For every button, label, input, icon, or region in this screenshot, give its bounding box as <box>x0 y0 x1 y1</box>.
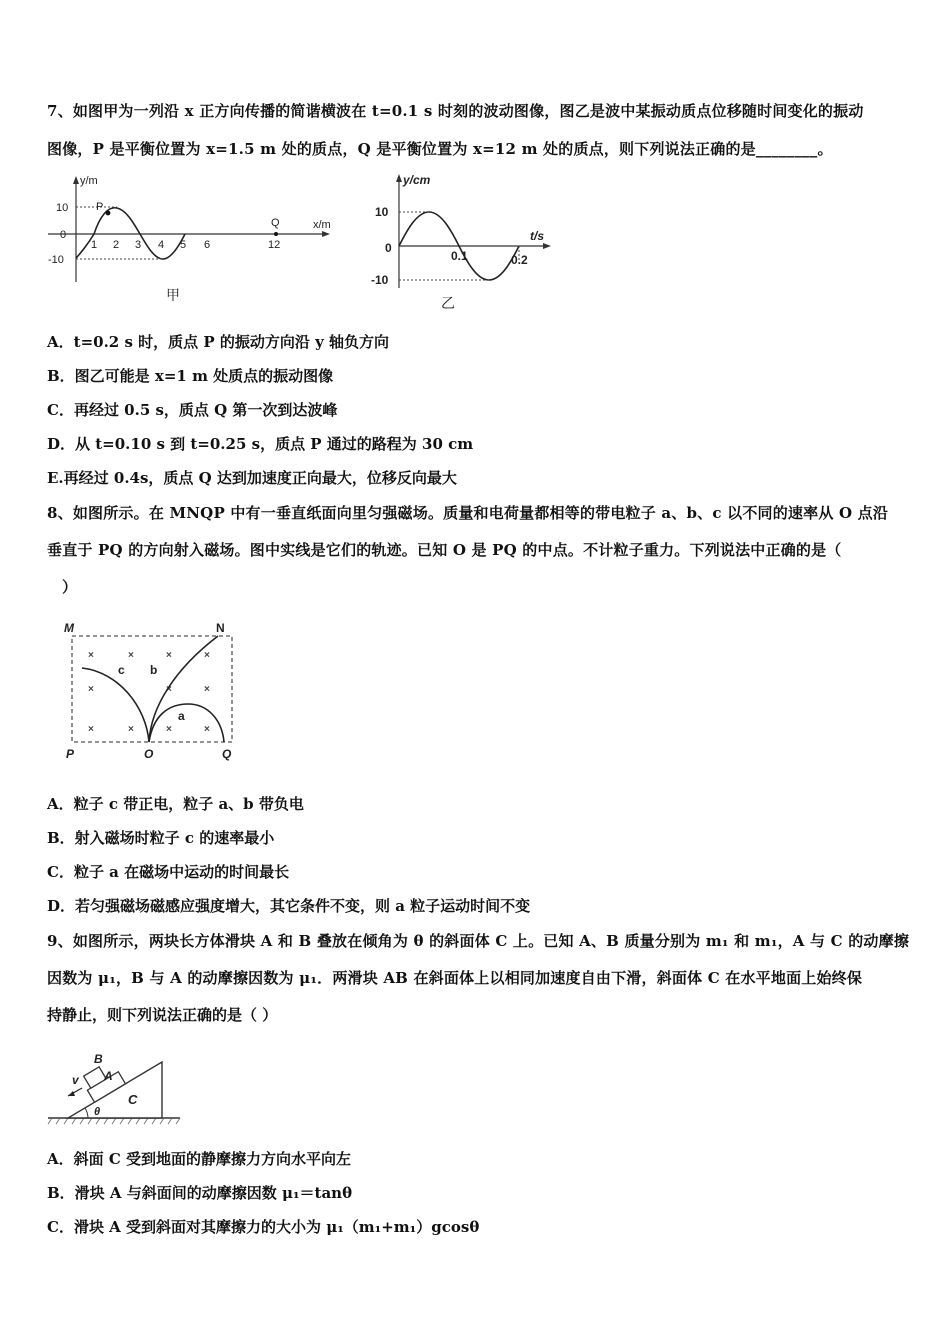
fig2-y-neg-label: -10 <box>371 273 389 287</box>
point-q-marker <box>274 232 278 236</box>
field-cross: × <box>166 684 172 695</box>
q7-figure-wave <box>40 170 340 310</box>
q9-option-a: A．斜面 C 受到地面的静摩擦力方向水平向左 <box>47 1150 352 1168</box>
label-theta: θ <box>94 1106 101 1118</box>
label-velocity: v <box>72 1073 79 1087</box>
label-incline-c: C <box>128 1092 138 1107</box>
fig1-y-pos-label: 10 <box>56 202 69 214</box>
q9-figure-incline <box>46 1038 186 1130</box>
q7-option-a: A．t=0.2 s 时，质点 P 的振动方向沿 y 轴负方向 <box>47 333 390 351</box>
field-cross: × <box>128 650 134 661</box>
q9-stem-line1: 9、如图所示，两块长方体滑块 A 和 B 叠放在倾角为 θ 的斜面体 C 上。已知 A、B 质量分别为 m₁ 和 m₁，A 与 C 的动摩擦 <box>47 932 910 950</box>
field-cross: × <box>88 684 94 695</box>
q7-stem-line2: 图像，P 是平衡位置为 x=1.5 m 处的质点，Q 是平衡位置为 x=12 m 处的质点，则下列说法正确的是________。 <box>47 140 833 158</box>
fig2-t1-label: 0.1 <box>451 249 468 263</box>
fig2-y-pos-label: 10 <box>375 205 389 219</box>
q7-figure-vibration <box>365 170 565 315</box>
fig1-p-label: P <box>96 201 104 213</box>
label-p: P <box>66 747 75 761</box>
field-cross: × <box>88 724 94 735</box>
label-block-b: B <box>94 1052 103 1066</box>
fig1-y-zero-label: 0 <box>60 229 67 241</box>
fig2-t-axis-label: t/s <box>530 229 545 243</box>
q8-option-d: D．若匀强磁场磁感应强度增大，其它条件不变，则 a 粒子运动时间不变 <box>47 897 531 915</box>
field-cross: × <box>88 650 94 661</box>
q7-stem-line1: 7、如图甲为一列沿 x 正方向传播的简谐横波在 t=0.1 s 时刻的波动图像，图乙是波中某振动质点位移随时间变化的振动 <box>47 102 864 120</box>
point-p-marker <box>106 211 111 216</box>
fig1-tick-3: 3 <box>135 239 142 251</box>
fig2-y-axis-label: y/cm <box>403 173 431 187</box>
fig1-caption: 甲 <box>166 287 180 303</box>
q7-option-d: D．从 t=0.10 s 到 t=0.25 s，质点 P 通过的路程为 30 cm <box>47 435 474 453</box>
fig2-y-zero-label: 0 <box>385 241 392 255</box>
q7-option-c: C．再经过 0.5 s，质点 Q 第一次到达波峰 <box>47 401 338 419</box>
label-o: O <box>144 747 154 761</box>
field-cross: × <box>204 684 210 695</box>
fig2-t2-label: 0.2 <box>511 253 528 267</box>
label-b: b <box>150 663 158 677</box>
fig1-tick-6: 6 <box>204 239 211 251</box>
q8-option-a: A．粒子 c 带正电，粒子 a、b 带负电 <box>47 795 304 813</box>
q8-stem-line3: ） <box>62 578 78 596</box>
label-m: M <box>64 621 74 635</box>
q8-figure-magnetic-field <box>58 616 248 766</box>
label-q: Q <box>222 747 232 761</box>
q8-stem-line1: 8、如图所示。在 MNQP 中有一垂直纸面向里匀强磁场。质量和电荷量都相等的带电粒子 a、b、c 以不同的速率从 O 点沿 <box>47 504 889 522</box>
fig1-x-axis-label: x/m <box>313 219 331 231</box>
field-cross: × <box>128 724 134 735</box>
q9-stem-line2: 因数为 μ₁，B 与 A 的动摩擦因数为 μ₁．两滑块 AB 在斜面体上以相同加速度自由下滑，斜面体 C 在水平地面上始终保 <box>47 969 863 987</box>
field-cross: × <box>204 650 210 661</box>
fig1-tick-2: 2 <box>113 239 120 251</box>
label-c: c <box>118 663 125 677</box>
fig1-y-neg-label: -10 <box>48 254 64 266</box>
q8-option-b: B．射入磁场时粒子 c 的速率最小 <box>47 829 275 847</box>
q8-stem-line2: 垂直于 PQ 的方向射入磁场。图中实线是它们的轨迹。已知 O 是 PQ 的中点。不计粒子重力。下列说法中正确的是（ <box>47 541 842 559</box>
q7-option-b: B．图乙可能是 x=1 m 处质点的振动图像 <box>47 367 334 385</box>
q9-stem-line3: 持静止，则下列说法正确的是（ ） <box>47 1006 278 1024</box>
q8-option-c: C．粒子 a 在磁场中运动的时间最长 <box>47 863 290 881</box>
fig1-tick-5: 5 <box>180 239 187 251</box>
label-a: a <box>178 709 185 723</box>
field-cross: × <box>166 724 172 735</box>
fig1-tick-12: 12 <box>268 239 281 251</box>
fig1-y-axis-label: y/m <box>80 175 98 187</box>
field-cross: × <box>166 650 172 661</box>
q9-option-c: C．滑块 A 受到斜面对其摩擦力的大小为 μ₁（m₁+m₁）gcosθ <box>47 1218 480 1236</box>
fig1-tick-1: 1 <box>91 239 98 251</box>
fig2-caption: 乙 <box>441 295 455 311</box>
q7-option-e: E.再经过 0.4s，质点 Q 达到加速度正向最大，位移反向最大 <box>47 469 457 487</box>
label-n: N <box>216 621 225 635</box>
q9-option-b: B．滑块 A 与斜面间的动摩擦因数 μ₁＝tanθ <box>47 1184 353 1202</box>
fig1-tick-4: 4 <box>158 239 165 251</box>
fig1-q-label: Q <box>271 217 280 229</box>
trajectory-a <box>149 704 224 742</box>
field-cross: × <box>204 724 210 735</box>
label-block-a: A <box>104 1069 113 1083</box>
